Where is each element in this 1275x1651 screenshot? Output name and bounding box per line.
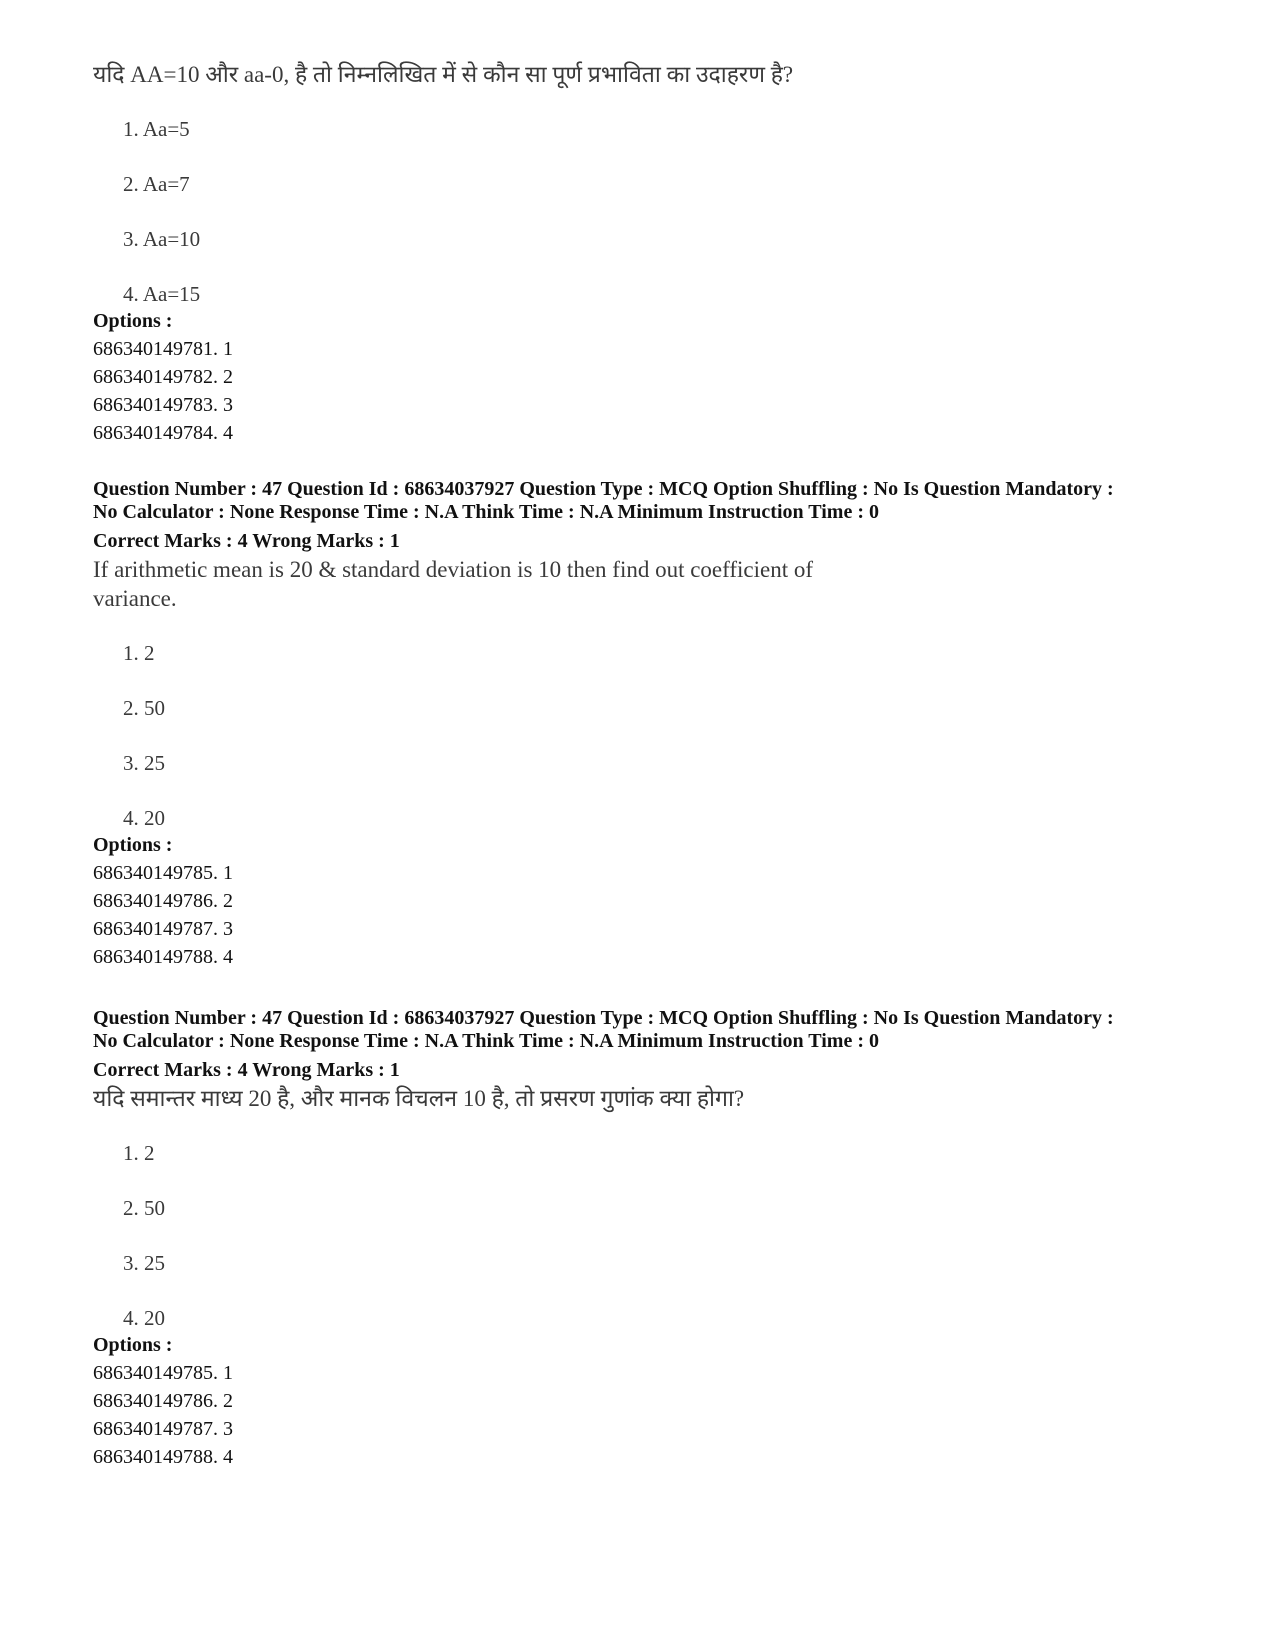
choice-list: [93, 640, 1203, 831]
option-id-row: 686340149785. 1: [93, 862, 233, 884]
question-meta-line: No Calculator : None Response Time : N.A Think Time : N.A Minimum Instruction Time : 0: [93, 1030, 879, 1052]
option-id-row: 686340149786. 2: [93, 890, 233, 912]
question-block-3: [93, 1007, 1203, 1471]
marks-line: Correct Marks : 4 Wrong Marks : 1: [93, 1059, 400, 1081]
choice-item: 4. 20: [123, 1306, 165, 1330]
option-id-row: 686340149781. 1: [93, 338, 233, 360]
question-text: If arithmetic mean is 20 & standard deviation is 10 then find out coefficient of: [93, 557, 814, 582]
choice-item: 3. 25: [123, 1251, 165, 1275]
choice-list: [93, 1140, 1203, 1331]
option-id-row: 686340149788. 4: [93, 946, 233, 968]
question-text: variance.: [93, 586, 177, 611]
option-id-row: 686340149787. 3: [93, 918, 233, 940]
options-label: Options :: [93, 834, 173, 856]
choice-item: 2. 50: [123, 1196, 165, 1220]
option-id-row: 686340149784. 4: [93, 422, 233, 444]
choice-list: [93, 116, 1203, 307]
choice-item: 4. Aa=15: [123, 282, 201, 306]
option-id-row: 686340149782. 2: [93, 366, 233, 388]
choice-item: 2. Aa=7: [123, 172, 190, 196]
choice-item: 3. Aa=10: [123, 227, 201, 251]
choice-item: 3. 25: [123, 751, 165, 775]
option-id-row: 686340149788. 4: [93, 1446, 233, 1468]
question-meta-line: Question Number : 47 Question Id : 68634037927 Question Type : MCQ Option Shuffling : No Is Question Mandatory :: [93, 1007, 1114, 1029]
question-block-1: [93, 60, 1203, 447]
question-meta-line: Question Number : 47 Question Id : 68634037927 Question Type : MCQ Option Shuffling : No Is Question Mandatory :: [93, 478, 1114, 500]
question-meta-line: No Calculator : None Response Time : N.A Think Time : N.A Minimum Instruction Time : 0: [93, 501, 879, 523]
choice-item: 4. 20: [123, 806, 165, 830]
options-label: Options :: [93, 1334, 173, 1356]
question-text: यदि AA=10 और aa-0, है तो निम्नलिखित में से कौन सा पूर्ण प्रभाविता का उदाहरण है?: [93, 62, 794, 87]
option-id-row: 686340149786. 2: [93, 1390, 233, 1412]
question-block-2: [93, 478, 1203, 971]
choice-item: 1. 2: [123, 1141, 155, 1165]
options-label: Options :: [93, 310, 173, 332]
choice-item: 1. Aa=5: [123, 117, 190, 141]
marks-line: Correct Marks : 4 Wrong Marks : 1: [93, 530, 400, 552]
choice-item: 1. 2: [123, 641, 155, 665]
option-id-row: 686340149783. 3: [93, 394, 233, 416]
option-id-row: 686340149785. 1: [93, 1362, 233, 1384]
question-text: यदि समान्तर माध्य 20 है, और मानक विचलन 10 है, तो प्रसरण गुणांक क्या होगा?: [93, 1086, 745, 1111]
option-id-row: 686340149787. 3: [93, 1418, 233, 1440]
choice-item: 2. 50: [123, 696, 165, 720]
